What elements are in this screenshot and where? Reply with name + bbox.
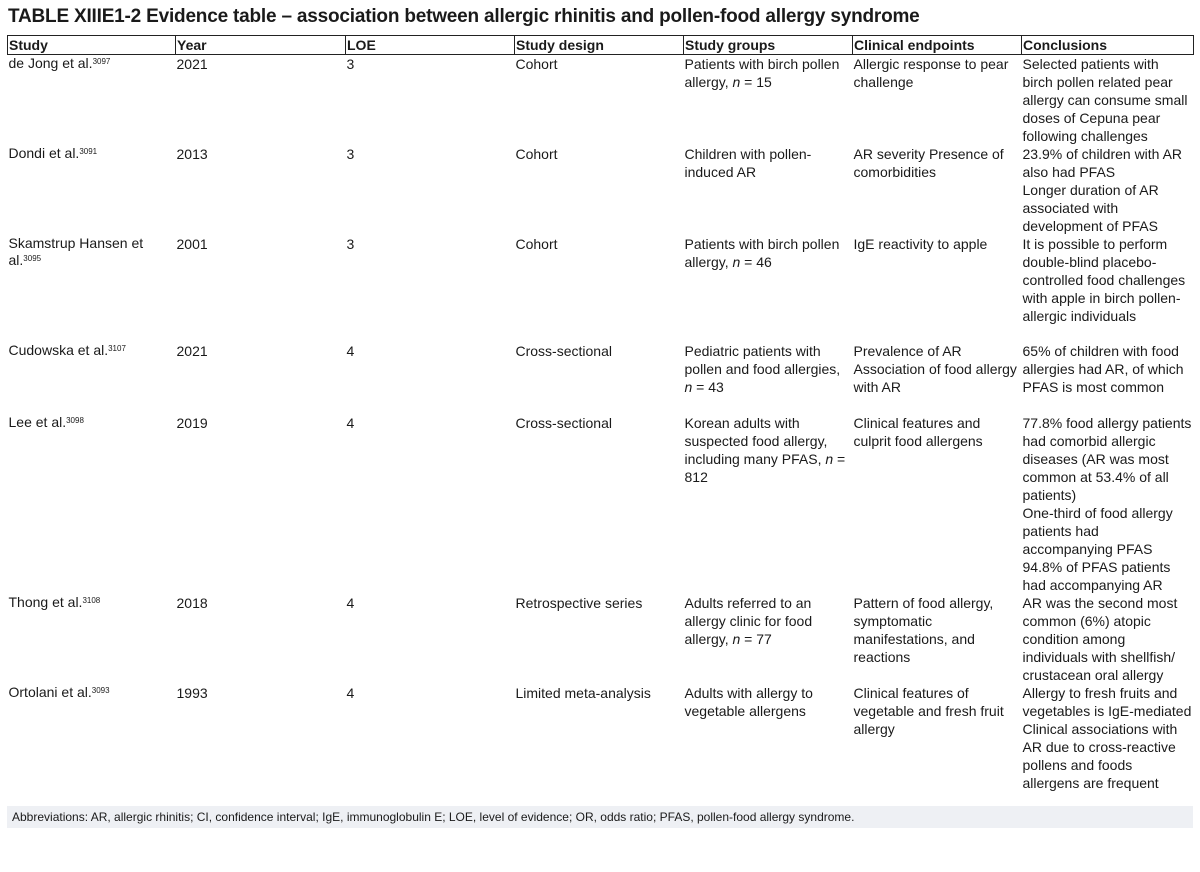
cell-study [8,594,176,684]
sample-size-symbol: n [732,254,741,270]
cell-clinical-endpoints: Clinical features of vegetable and fresh fruit allergy [853,685,1004,737]
study-groups-text: Children with pollen-induced AR [684,146,812,180]
evidence-table [7,35,1194,807]
conclusion-text: Allergy to fresh fruits and vegetables is IgE-mediated Clinical associations with AR due to cross-reactive pollens and foods allergens are frequent [1022,685,1192,791]
cell-conclusions [1022,55,1194,146]
study-name: de Jong et al. [8,55,93,71]
cell-conclusions [1022,145,1194,235]
cell-loe: 3 [346,146,355,162]
study-name: Thong et al. [8,594,83,610]
conclusion-text: 77.8% food allergy patients had comorbid allergic diseases (AR was most common at 53.4% of all patients) [1022,415,1192,503]
study-name: Ortolani et al. [8,684,92,700]
cell-study-groups [684,414,853,594]
cell-study-groups [684,342,853,414]
conclusion-text: 65% of children with food allergies had AR, of which PFAS is most common [1022,343,1184,395]
cell-conclusions [1022,684,1194,807]
conclusion-text: AR was the second most common (6%) atopic condition among individuals with shellfish/ crustacean oral allergy [1022,595,1178,683]
table-row [8,145,1194,235]
table-header-row [8,36,1194,55]
study-groups-text: Adults with allergy to vegetable allergens [684,685,813,719]
cell-loe: 4 [346,595,355,611]
cell-year: 2018 [176,595,208,611]
sample-size-symbol: n [825,451,834,467]
cell-loe: 4 [346,415,355,431]
column-header-loe: LOE [346,36,515,55]
cell-loe: 3 [346,56,355,72]
sample-size-symbol: n [732,631,741,647]
study-groups-text: Patients with birch pollen allergy, [684,56,840,90]
sample-size-value: = 77 [740,631,772,647]
column-header-conclusions: Conclusions [1022,36,1194,55]
sample-size-symbol: n [732,74,741,90]
column-header-clinical-endpoints: Clinical endpoints [853,36,1022,55]
column-header-year: Year [176,36,346,55]
cell-study-groups [684,235,853,342]
cell-clinical-endpoints: Clinical features and culprit food allergens [853,415,983,449]
cell-year: 2021 [176,343,208,359]
table-row [8,414,1194,594]
cell-study [8,342,176,414]
cell-clinical-endpoints: Pattern of food allergy, symptomatic manifestations, and reactions [853,595,994,665]
reference-number: 3091 [79,147,98,156]
reference-number: 3107 [108,344,126,353]
cell-year: 2001 [176,236,208,252]
cell-study [8,414,176,594]
cell-study-design: Cohort [515,236,558,252]
table-row [8,684,1194,807]
sample-size-symbol: n [684,379,693,395]
cell-clinical-endpoints: IgE reactivity to apple [853,236,988,252]
table-body [8,55,1194,808]
column-header-study-groups: Study groups [684,36,853,55]
cell-study-groups [684,145,853,235]
cell-study-design: Cross-sectional [515,343,612,359]
study-name: Skamstrup Hansen et al. [8,235,144,268]
cell-year: 2021 [176,56,208,72]
sample-size-value: = 15 [740,74,772,90]
conclusion-text: 23.9% of children with AR also had PFAS [1022,146,1183,180]
cell-clinical-endpoints: Prevalence of AR Association of food allergy with AR [853,343,1017,395]
conclusion-text: It is possible to perform double-blind placebo-controlled food challenges with apple in birch pollen-allergic individuals [1022,236,1186,324]
study-groups-text: Adults referred to an allergy clinic for food allergy, [684,595,813,647]
cell-clinical-endpoints: Allergic response to pear challenge [853,56,1009,90]
cell-clinical-endpoints: AR severity Presence of comorbidities [853,146,1004,180]
abbreviations-footnote: Abbreviations: AR, allergic rhinitis; CI, confidence interval; IgE, immunoglobulin E; LOE, level of evidence; OR, odds ratio; PFAS, pollen-food allergy syndrome. [7,806,1193,828]
table-row [8,235,1194,342]
study-name: Cudowska et al. [8,342,109,358]
table-row [8,594,1194,684]
cell-loe: 3 [346,236,355,252]
cell-loe: 4 [346,685,355,701]
cell-conclusions [1022,594,1194,684]
cell-year: 1993 [176,685,208,701]
cell-conclusions [1022,235,1194,342]
cell-study-design: Cohort [515,146,558,162]
cell-study [8,55,176,146]
cell-study-design: Limited meta-analysis [515,685,651,701]
sample-size-value: = 46 [740,254,772,270]
cell-conclusions [1022,414,1194,594]
conclusion-text: Selected patients with birch pollen related pear allergy can consume small doses of Cepuna pear following challenges [1022,56,1188,144]
conclusion-text: One-third of food allergy patients had accompanying PFAS [1022,505,1173,557]
column-header-study-design: Study design [515,36,684,55]
reference-number: 3093 [91,686,110,695]
cell-study-groups [684,594,853,684]
sample-size-value: = 812 [684,451,846,485]
cell-year: 2013 [176,146,208,162]
cell-year: 2019 [176,415,208,431]
conclusion-text: Longer duration of AR associated with development of PFAS [1022,182,1159,234]
reference-number: 3095 [23,254,42,263]
conclusion-text: 94.8% of PFAS patients had accompanying AR [1022,559,1171,593]
cell-conclusions [1022,342,1194,414]
table-row [8,342,1194,414]
study-groups-text: Patients with birch pollen allergy, [684,236,840,270]
cell-study [8,684,176,807]
study-groups-text: Korean adults with suspected food allergy, including many PFAS, [684,415,828,467]
reference-number: 3098 [66,416,84,425]
table-row [8,55,1194,146]
cell-study-design: Cohort [515,56,558,72]
table-title: TABLE XIIIE1-2 Evidence table – association between allergic rhinitis and pollen-food allergy syndrome [8,6,920,27]
reference-number: 3108 [82,596,101,605]
sample-size-value: = 43 [692,379,724,395]
cell-study-groups [684,684,853,807]
reference-number: 3097 [92,57,111,66]
cell-study-design: Retrospective series [515,595,643,611]
study-name: Dondi et al. [8,145,80,161]
cell-study-groups [684,55,853,146]
cell-study [8,235,176,342]
cell-study [8,145,176,235]
column-header-study: Study [8,36,176,55]
cell-study-design: Cross-sectional [515,415,612,431]
cell-loe: 4 [346,343,355,359]
study-name: Lee et al. [8,414,67,430]
study-groups-text: Pediatric patients with pollen and food allergies, [684,343,841,377]
